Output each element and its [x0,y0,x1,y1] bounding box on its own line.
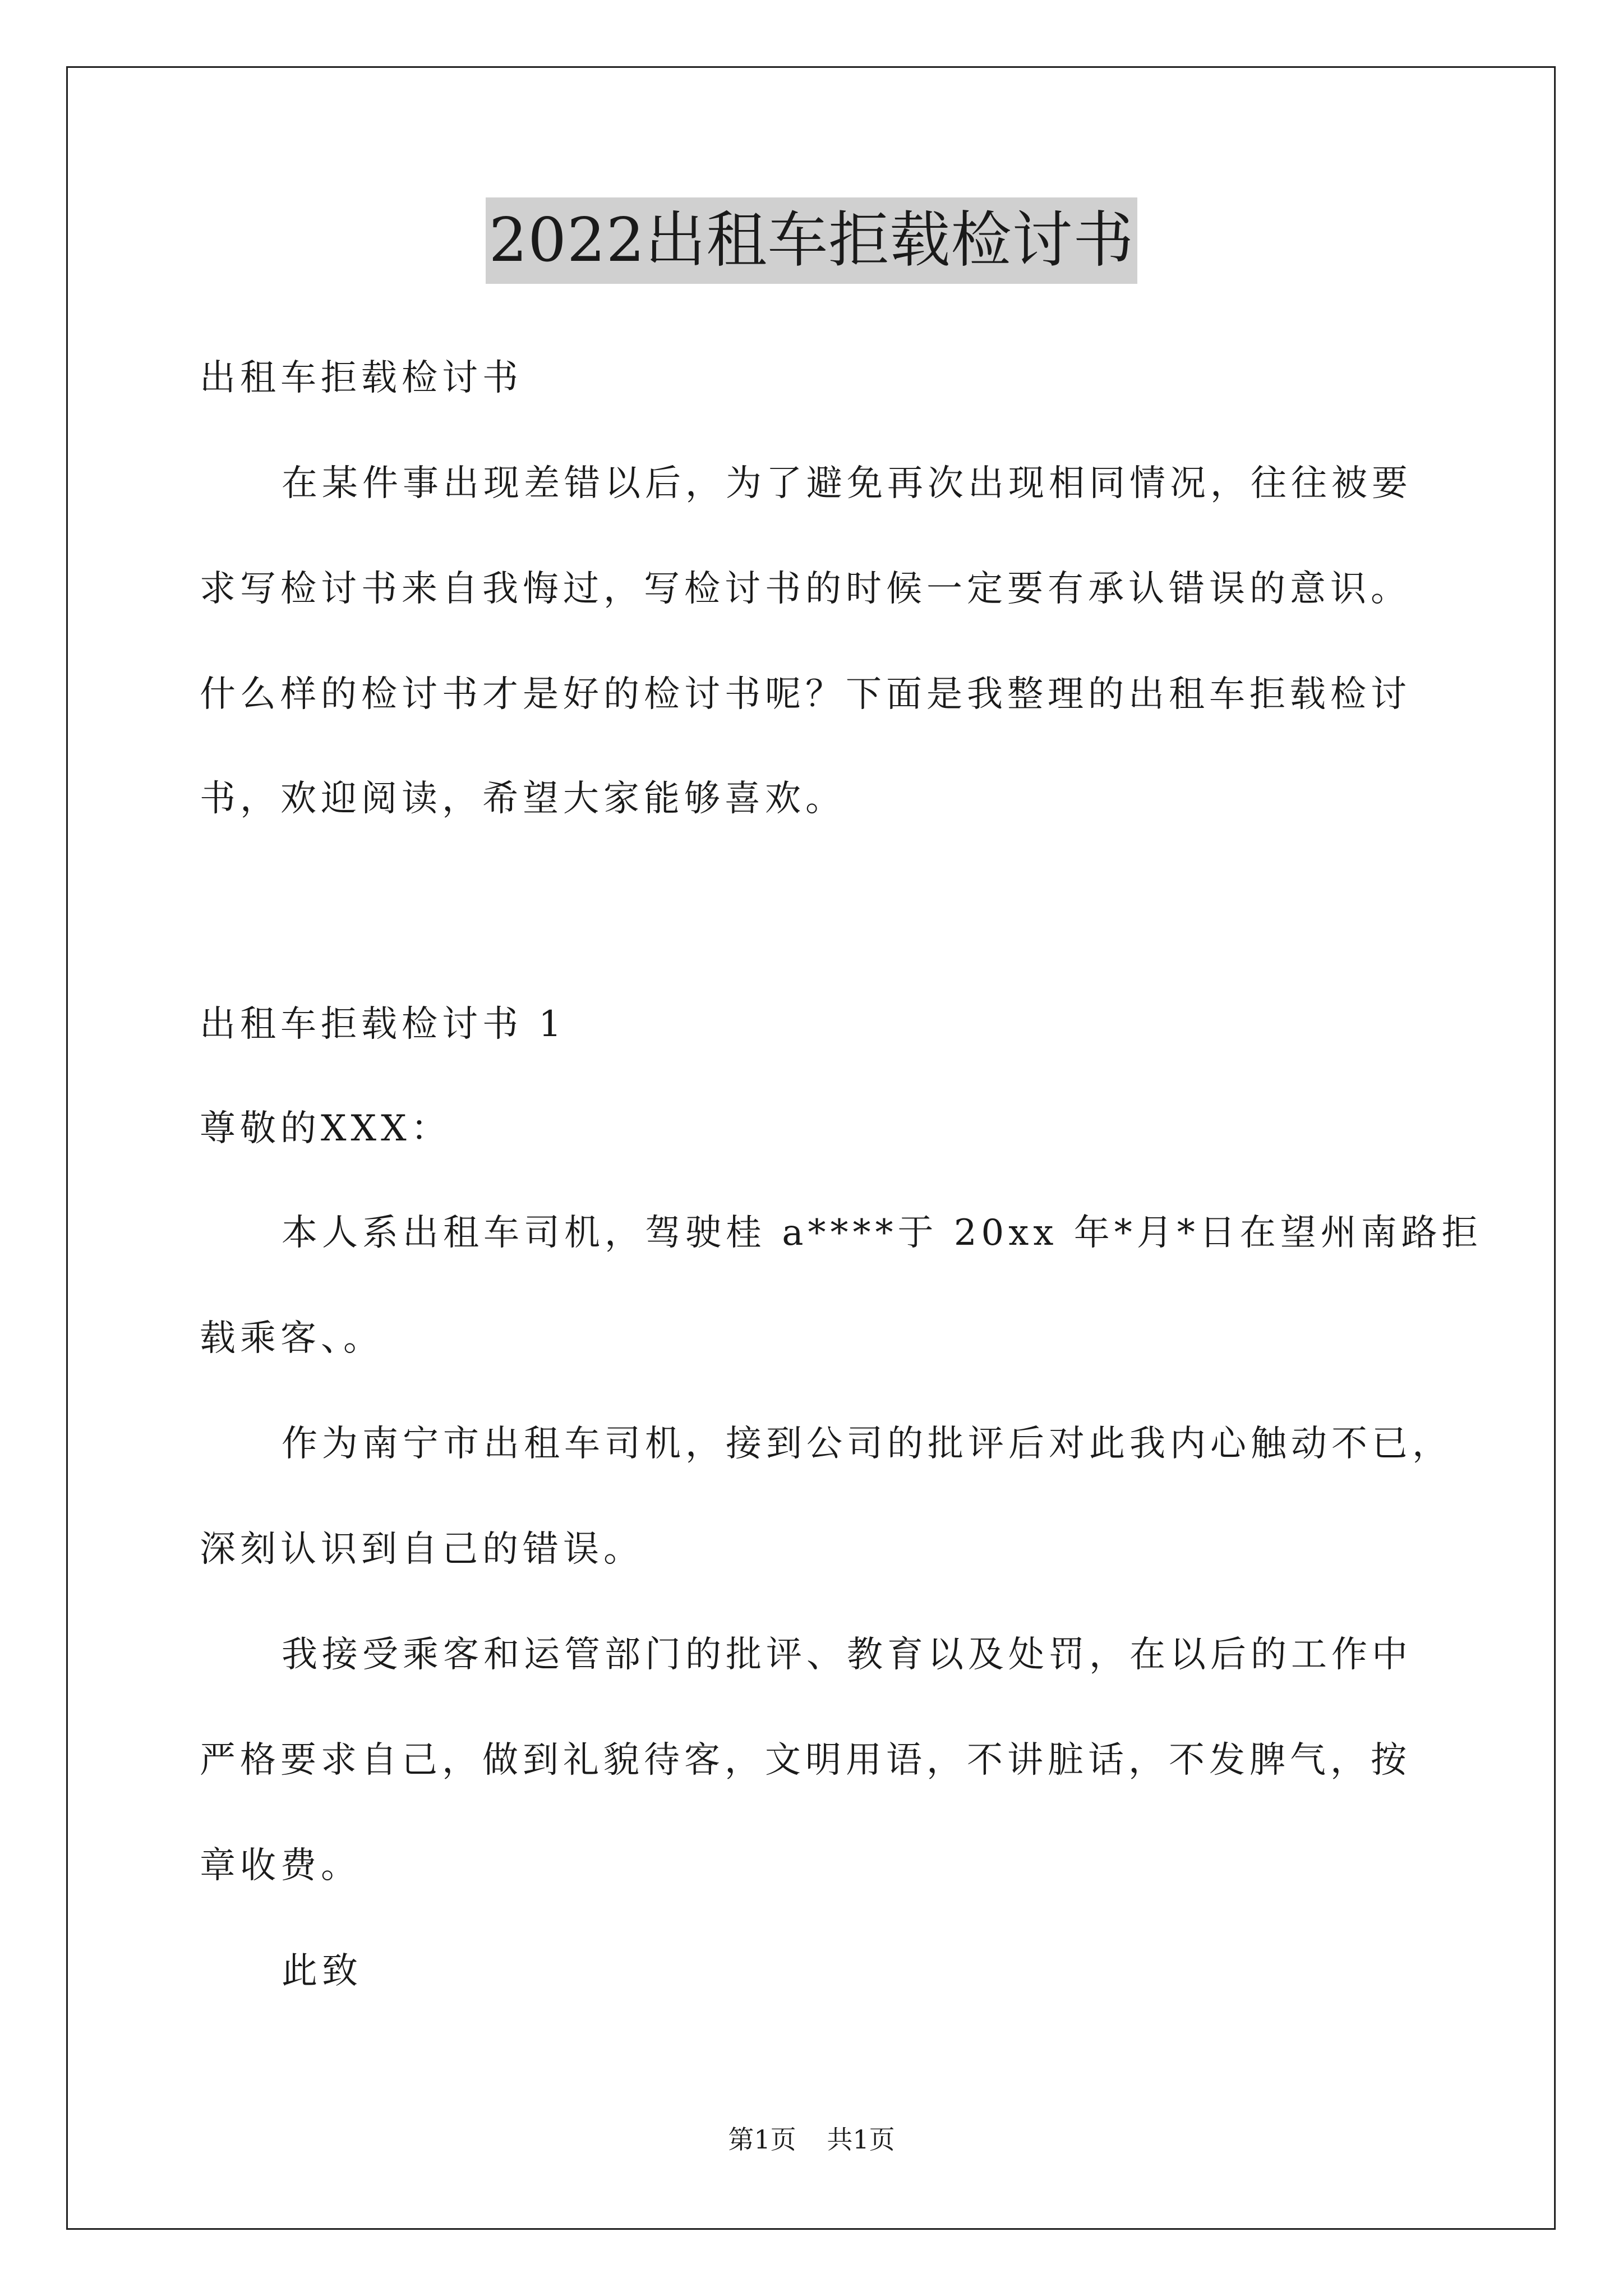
intro-line: 在某件事出现差错以后，为了避免再次出现相同情况，往往被要 [282,463,1412,504]
page-total: 共1页 [827,2124,895,2155]
closing-line: 此致 [282,1950,362,1992]
page-number: 第1页 [728,2124,796,2155]
paragraph-line: 载乘客、。 [200,1318,384,1359]
intro-line: 书，欢迎阅读，希望大家能够喜欢。 [200,778,846,820]
paragraph-line: 我接受乘客和运管部门的批评、教育以及处罚，在以后的工作中 [282,1634,1412,1676]
salutation: 尊敬的XXX： [200,1108,451,1149]
page-footer [0,2123,1623,2156]
paragraph-line: 作为南宁市出租车司机，接到公司的批评后对此我内心触动不已， [282,1423,1453,1465]
intro-line: 什么样的检讨书才是好的检讨书呢？下面是我整理的出租车拒载检讨 [200,674,1411,715]
title-container [0,197,1623,284]
paragraph-line: 严格要求自己，做到礼貌待客，文明用语，不讲脏话，不发脾气，按 [200,1740,1411,1781]
intro-line: 求写检讨书来自我悔过，写检讨书的时候一定要有承认错误的意识。 [200,568,1411,610]
document-title: 2022出租车拒载检讨书 [486,197,1138,284]
section-heading: 出租车拒载检讨书 1 [200,1004,566,1045]
document-subtitle: 出租车拒载检讨书 [200,357,523,399]
paragraph-line: 本人系出租车司机，驾驶桂 a****于 20xx 年*月*日在望州南路拒 [282,1212,1482,1254]
paragraph-line: 深刻认识到自己的错误。 [200,1529,644,1570]
paragraph-line: 章收费。 [200,1845,361,1887]
